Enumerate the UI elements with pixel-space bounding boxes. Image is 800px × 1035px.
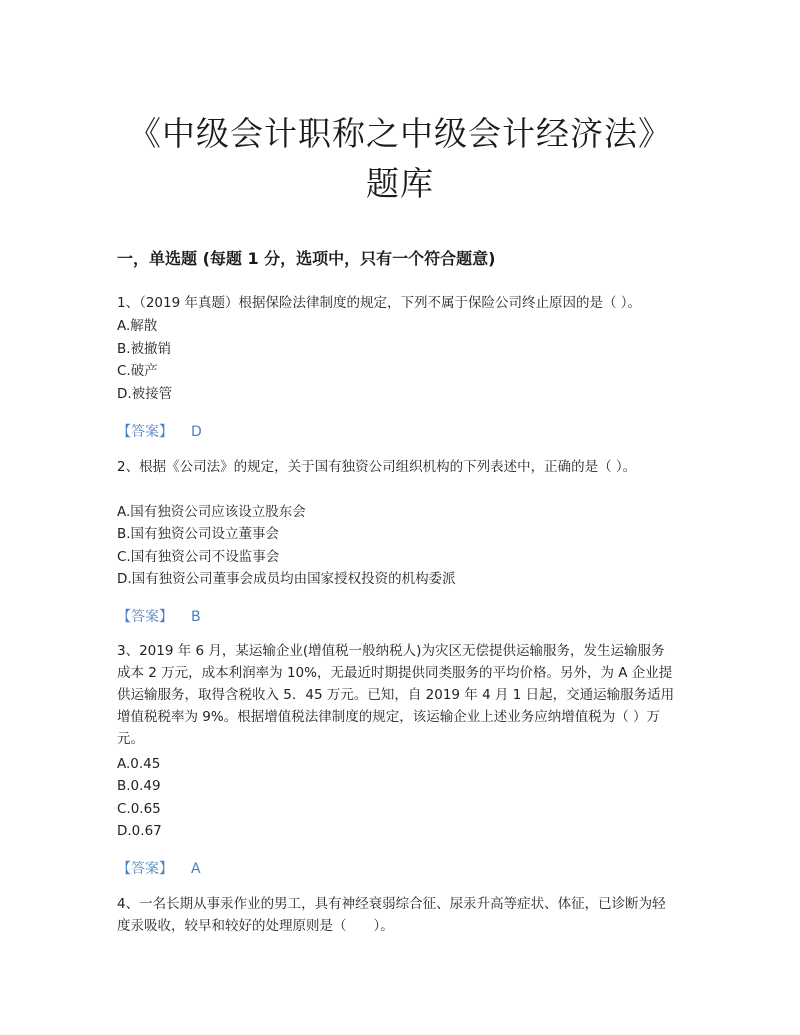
question-1-option-b: B.被撤销 bbox=[117, 341, 172, 357]
question-1-option-c: C.破产 bbox=[117, 363, 158, 379]
question-2-option-a: A.国有独资公司应该设立股东会 bbox=[117, 504, 306, 520]
question-1-option-a: A.解散 bbox=[117, 318, 158, 334]
question-3-option-b: B.0.49 bbox=[117, 778, 161, 794]
question-3-option-c: C.0.65 bbox=[117, 801, 161, 817]
question-1-answer bbox=[117, 421, 202, 441]
question-3-option-a: A.0.45 bbox=[117, 756, 161, 772]
question-3-answer bbox=[117, 858, 201, 878]
question-2-text: 2、根据《公司法》的规定，关于国有独资公司组织机构的下列表述中，正确的是（ ）。 bbox=[117, 459, 637, 475]
question-3-text: 3、2019 年 6 月，某运输企业(增值税一般纳税人)为灾区无偿提供运输服务，发生运输服务成本 2 万元，成本利润率为 10%，无最近时期提供同类服务的平均价格。另外，为 A 企业提供运输服务，取得含税收入 5．45 万元。已知，自 2019 年 4 月 1 日起，交通运输服务适用增值税税率为 9%。根据增值税法律制度的规定，该运输企业上述业务应纳增值税为（ ）万元。 bbox=[117, 643, 675, 747]
question-2-option-d: D.国有独资公司董事会成员均由国家授权投资的机构委派 bbox=[117, 571, 456, 587]
question-1-option-d: D.被接管 bbox=[117, 386, 173, 402]
question-4-text: 4、一名长期从事汞作业的男工，具有神经衰弱综合征、尿汞升高等症状、体征，已诊断为轻度汞吸收，较早和较好的处理原则是（ ）。 bbox=[117, 896, 666, 934]
question-3-option-d: D.0.67 bbox=[117, 823, 162, 839]
document-subtitle: 题库 bbox=[366, 164, 434, 203]
section-heading: 一，单选题 (每题 1 分，选项中，只有一个符合题意) bbox=[117, 249, 496, 268]
question-2-answer bbox=[117, 606, 201, 626]
answer-label: 【答案】 bbox=[117, 861, 173, 877]
answer-value: D bbox=[191, 424, 202, 440]
answer-value: B bbox=[191, 609, 201, 625]
question-1-text: 1、（2019 年真题）根据保险法律制度的规定，下列不属于保险公司终止原因的是（ ）。 bbox=[117, 295, 642, 311]
answer-label: 【答案】 bbox=[117, 424, 173, 440]
answer-value: A bbox=[191, 861, 201, 877]
question-2-option-c: C.国有独资公司不设监事会 bbox=[117, 549, 280, 565]
answer-label: 【答案】 bbox=[117, 609, 173, 625]
document-title: 《中级会计职称之中级会计经济法》 bbox=[128, 114, 672, 153]
question-2-option-b: B.国有独资公司设立董事会 bbox=[117, 526, 280, 542]
